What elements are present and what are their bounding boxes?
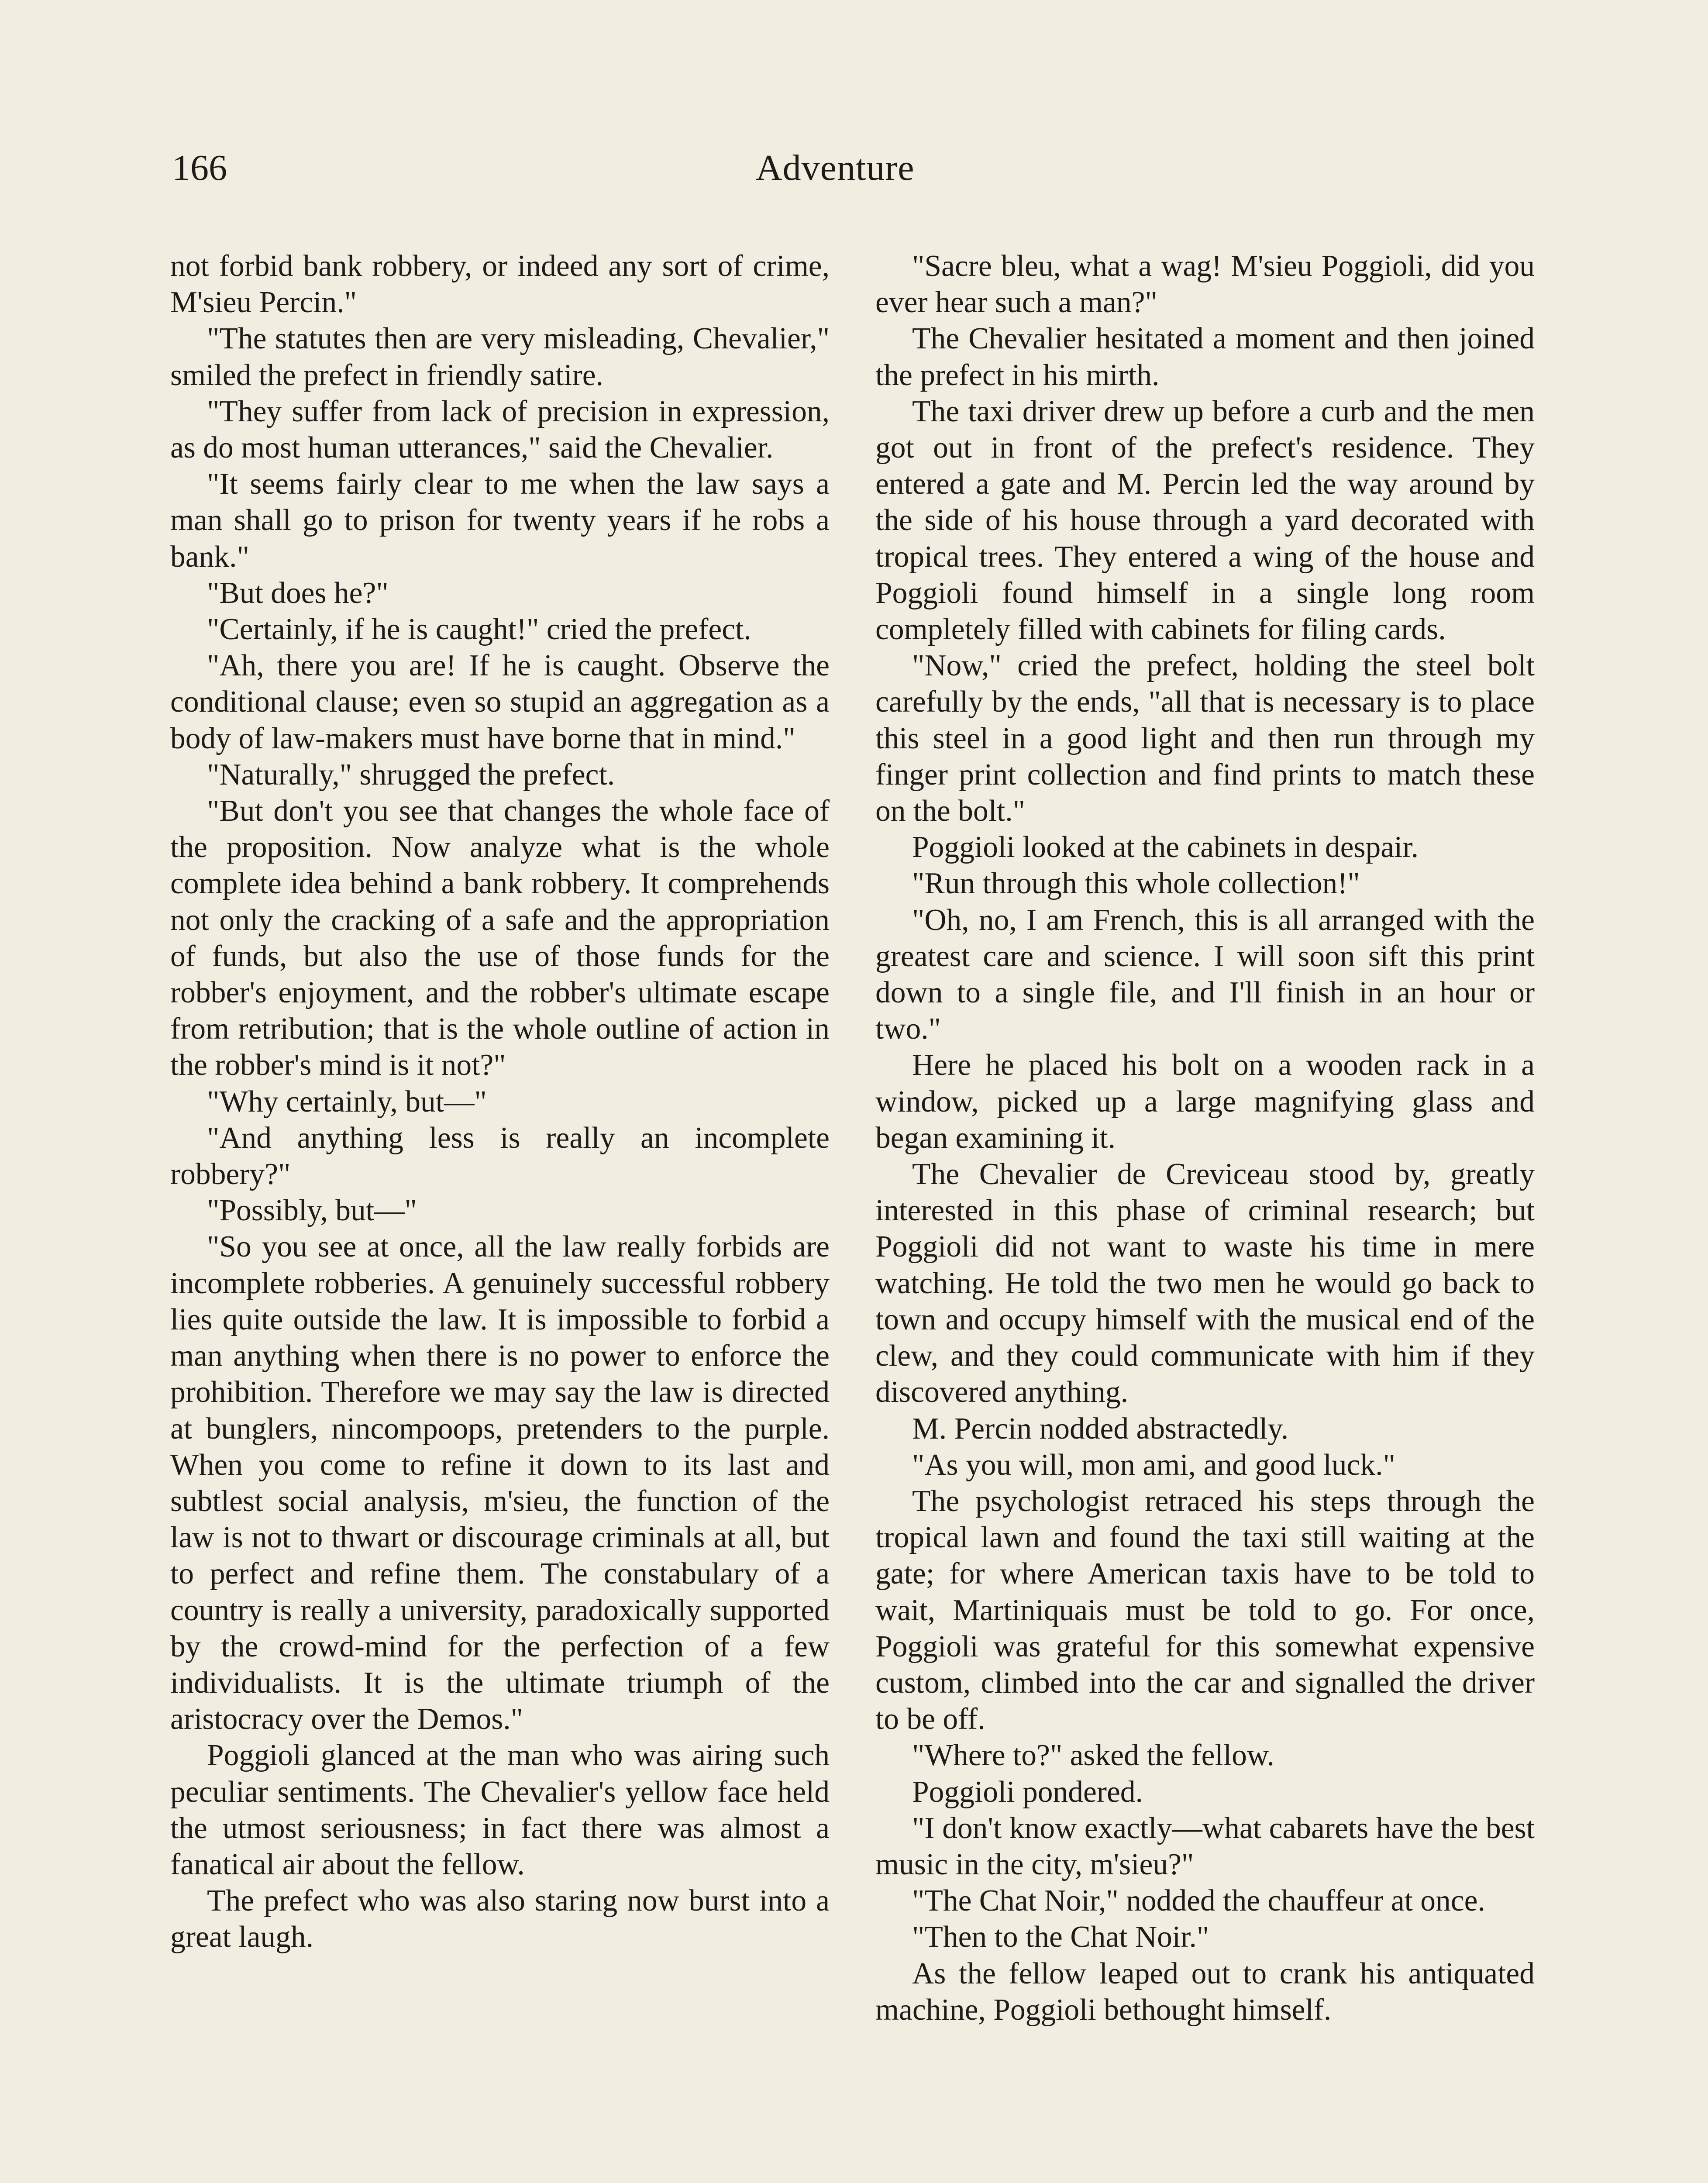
paragraph: "Possibly, but—" <box>207 1194 417 1228</box>
paragraph: Here he placed his bolt on a wooden rack in a window, picked up a large magnifying glass and began examining it. <box>875 1048 1535 1155</box>
paragraph: "The Chat Noir," nodded the chauffeur at once. <box>912 1884 1485 1918</box>
paragraph: "The statutes then are very misleading, Chevalier," smiled the prefect in friendly satire. <box>170 322 830 392</box>
paragraph: "Oh, no, I am French, this is all arranged with the greatest care and science. I will soon sift this print down to a single file, and I'll finish in an hour or two." <box>875 903 1535 1046</box>
paragraph: "So you see at once, all the law really forbids are incomplete robberies. A genuinely successful robbery lies quite outside the law. It is impossible to forbid a man anything when there is no power to enforce the prohibition. Therefore we may say the law is directed at bunglers, nincompoops, pretenders to the purple. When you come to refine it down to its last and subtlest social analysis, m'sieu, the function of the law is not to thwart or discourage criminals at all, but to perfect and refine them. The constabulary of a country is really a university, paradoxically supported by the crowd-mind for the perfection of a few individualists. It is the ultimate triumph of the aristocracy over the Demos." <box>170 1230 830 1736</box>
paragraph: "I don't know exactly—what cabarets have the best music in the city, m'sieu?" <box>875 1811 1535 1881</box>
paragraph: "As you will, mon ami, and good luck." <box>912 1448 1395 1482</box>
page-number: 166 <box>172 148 227 188</box>
paragraph: not forbid bank robbery, or indeed any sort of crime, M'sieu Percin." <box>170 249 830 320</box>
paragraph: The taxi driver drew up before a curb and the men got out in front of the prefect's residence. They entered a gate and M. Percin led the way around by the side of his house through a yard decorated with tropical trees. They entered a wing of the house and Poggioli found himself in a single long room completely filled with cabinets for filing cards. <box>875 394 1535 647</box>
paragraph: "Why certainly, but—" <box>207 1085 487 1119</box>
paragraph: The psychologist retraced his steps through the tropical lawn and found the taxi still waiting at the gate; for where American taxis have to be told to wait, Martiniquais must be told to go. For once, Poggioli was grateful for this somewhat expensive custom, climbed into the car and signalled the driver to be off. <box>875 1484 1535 1736</box>
paragraph: "And anything less is really an incomplete robbery?" <box>170 1121 830 1191</box>
paragraph: "Where to?" asked the fellow. <box>912 1739 1274 1773</box>
paragraph: "But don't you see that changes the whole face of the proposition. Now analyze what is the whole complete idea behind a bank robbery. It comprehends not only the cracking of a safe and the appropriation of funds, but also the use of those funds for the robber's enjoyment, and the robber's ultimate escape from retribution; that is the whole outline of action in the robber's mind is it not?" <box>170 794 830 1082</box>
paragraph: "Naturally," shrugged the prefect. <box>207 758 615 792</box>
paragraph: The prefect who was also staring now burst into a great laugh. <box>170 1884 830 1954</box>
paragraph: Poggioli glanced at the man who was airing such peculiar sentiments. The Chevalier's yellow face held the utmost seriousness; in fact there was almost a fanatical air about the fellow. <box>170 1739 830 1881</box>
running-title: Adventure <box>756 148 915 188</box>
paragraph: "They suffer from lack of precision in expression, as do most human utterances," said the Chevalier. <box>170 394 830 465</box>
paragraph: "Then to the Chat Noir." <box>912 1920 1209 1954</box>
paragraph: "Certainly, if he is caught!" cried the prefect. <box>207 613 751 647</box>
paragraph: "Run through this whole collection!" <box>912 867 1360 901</box>
paragraph: "Sacre bleu, what a wag! M'sieu Poggioli, did you ever hear such a man?" <box>875 249 1535 320</box>
paragraph: "Ah, there you are! If he is caught. Observe the conditional clause; even so stupid an aggregation as a body of law-makers must have borne that in mind." <box>170 649 830 755</box>
paragraph: "It seems fairly clear to me when the law says a man shall go to prison for twenty years if he robs a bank." <box>170 467 830 574</box>
paragraph: Poggioli pondered. <box>912 1775 1143 1809</box>
right-text-column <box>875 248 1535 2028</box>
paragraph: "Now," cried the prefect, holding the steel bolt carefully by the ends, "all that is necessary is to place this steel in a good light and then run through my finger print collection and find prints to match these on the bolt." <box>875 649 1535 828</box>
paragraph: The Chevalier de Creviceau stood by, greatly interested in this phase of criminal research; but Poggioli did not want to waste his time in mere watching. He told the two men he would go back to town and occupy himself with the musical end of the clew, and they could communicate with him if they discovered anything. <box>875 1157 1535 1409</box>
left-text-column <box>170 248 830 1956</box>
paragraph: "But does he?" <box>207 576 389 610</box>
paragraph: Poggioli looked at the cabinets in despair. <box>912 830 1419 864</box>
paragraph: The Chevalier hesitated a moment and then joined the prefect in his mirth. <box>875 322 1535 392</box>
paragraph: M. Percin nodded abstractedly. <box>912 1412 1289 1446</box>
paragraph: As the fellow leaped out to crank his antiquated machine, Poggioli bethought himself. <box>875 1956 1535 2027</box>
page-header <box>172 146 953 199</box>
